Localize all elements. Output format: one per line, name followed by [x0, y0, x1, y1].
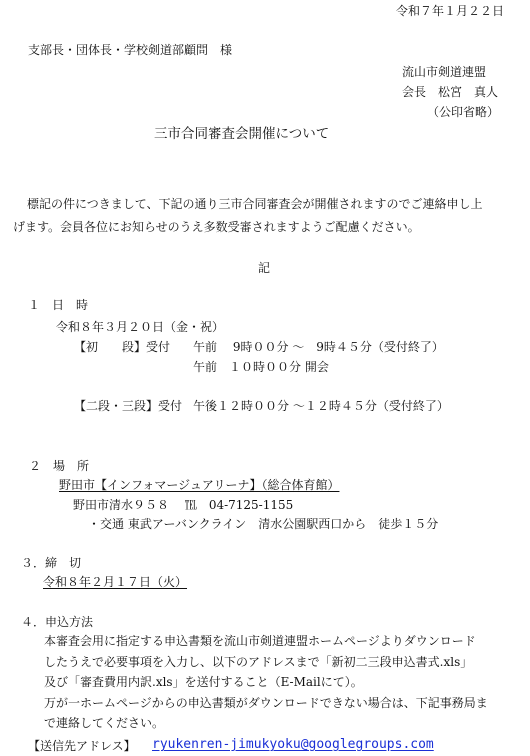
method-line-5: で連絡してください。 — [44, 716, 165, 730]
deadline: 令和８年２月１７日（火） — [43, 575, 188, 589]
method-line-3: 及び「審査費用内訳.xls」を送付すること（E-Mailにて）。 — [44, 675, 363, 689]
sender-name: 会長 松宮 真人 — [402, 85, 499, 99]
send-address-label: 【送信先アドレス】 — [28, 739, 136, 753]
method-line-1: 本審査会用に指定する申込書類を流山市剣道連盟ホームページよりダウンロード — [44, 634, 476, 648]
seal-note: （公印省略） — [427, 105, 500, 119]
section-4-heading: ４．申込方法 — [21, 615, 94, 629]
email-link[interactable]: ryukenren-jimukyoku@googlegroups.com — [152, 737, 434, 752]
addressee: 支部長・団体長・学校剣道部顧問 様 — [28, 43, 233, 57]
event-date: 令和８年３月２０日（金・祝） — [56, 320, 225, 334]
rank1-opening: 午前 １０時００分 開会 — [193, 360, 329, 374]
method-line-4: 万が一ホームページからの申込書類がダウンロードできない場合は、下記事務局ま — [44, 696, 488, 710]
section-2-heading: ２ 場 所 — [29, 459, 90, 473]
section-3-heading: ３．締 切 — [21, 556, 82, 570]
ki-heading: 記 — [258, 261, 271, 275]
rank1-label: 【初 段】受付 — [74, 340, 171, 354]
rank2-label: 【二段・三段】受付 — [74, 399, 183, 413]
rank2-reception: 午後１２時００分 ～１２時４５分（受付終了） — [193, 399, 449, 413]
section-1-heading: １ 日 時 — [28, 298, 89, 312]
date: 令和７年１月２２日 — [396, 4, 505, 18]
sender-org: 流山市剣道連盟 — [402, 65, 487, 79]
venue-address: 野田市清水９５８ ℡ 04-7125-1155 — [73, 498, 294, 512]
method-line-2: したうえで必要事項を入力し、以下のアドレスまで「新初二三段申込書式.xls」 — [44, 655, 473, 669]
venue: 野田市【インフォマージュアリーナ】（総合体育館） — [59, 478, 340, 492]
venue-access: ・交通 東武アーバンクライン 清水公園駅西口から 徒歩１５分 — [88, 517, 439, 531]
intro-line-1: 標記の件につきまして、下記の通り三市合同審査会が開催されますのでご連絡申し上 — [27, 197, 483, 211]
intro-line-2: げます。会員各位にお知らせのうえ多数受審されますようご配慮ください。 — [13, 220, 420, 234]
page-title: 三市合同審査会開催について — [154, 126, 330, 142]
rank1-reception: 午前 9時００分 ～ 9時４５分（受付終了） — [193, 340, 444, 354]
